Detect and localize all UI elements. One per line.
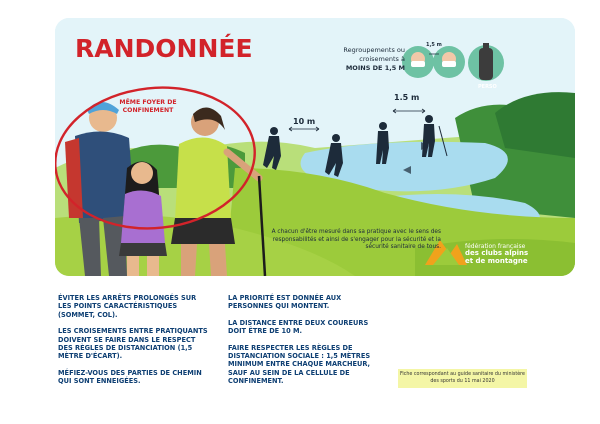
distance-15-label: 1.5 m	[394, 93, 420, 102]
page-title: RANDONNÉE	[75, 34, 253, 63]
rule-item: FAIRE RESPECTER LES RÈGLES DE DISTANCIATION SOCIALE : 1,5 MÈTRES MINIMUM ENTRE CHAQUE MARCHEUR, SAUF AU SEIN DE LA CELLULE DE CONFINEMENT.	[228, 343, 371, 386]
rule-item: MÉFIEZ-VOUS DES PARTIES DE CHEMIN QUI SONT ENNEIGÉES.	[58, 368, 202, 386]
rule-item: LES CROISEMENTS ENTRE PRATIQUANTS DOIVENT SE FAIRE DANS LE RESPECT DES RÈGLES DE DISTANCIATION (1,5 MÈTRE D'ÉCART).	[58, 327, 208, 361]
mesure-text: A chacun d'être mesuré dans sa pratique avec le sens des responsabilités et ainsi de s'engager pour la sécurité et la sécurité sanitaire de tous.	[271, 229, 441, 251]
ffcam-logo-text	[465, 243, 528, 265]
distance-10-label: 10 m	[293, 117, 316, 126]
regroup-label: Regroupements ou croisements à	[343, 46, 405, 63]
ffcam-line3: et de montagne	[465, 256, 528, 265]
rule-item: ÉVITER LES ARRÊTS PROLONGÉS SUR LES POINTS CARACTÉRISTIQUES (SOMMET, COL).	[58, 294, 197, 319]
regroup-text	[327, 46, 405, 73]
regroup-distance: MOINS DE 1,5 M	[345, 64, 405, 72]
icon-distance-label: 1,5 m	[426, 42, 442, 48]
rule-item: LA DISTANCE ENTRE DEUX COUREURS DOIT ÊTRE DE 10 M.	[228, 318, 369, 336]
poster-illustration	[55, 18, 575, 276]
ffcam-line2: des clubs alpins	[465, 249, 529, 258]
ffcam-line1: fédération française	[465, 243, 526, 250]
meme-foyer-label: MÊME FOYER DE CONFINEMENT	[119, 99, 177, 114]
rule-item: LA PRIORITÉ EST DONNÉE AUX PERSONNES QUI MONTENT.	[228, 294, 342, 311]
rules-column-right	[228, 294, 380, 394]
bottle-label: PERSO	[478, 84, 497, 90]
fiche-note: Fiche correspondant au guide sanitaire du ministère des sports du 11 mai 2020	[398, 369, 527, 388]
rules-column-left	[58, 294, 208, 394]
